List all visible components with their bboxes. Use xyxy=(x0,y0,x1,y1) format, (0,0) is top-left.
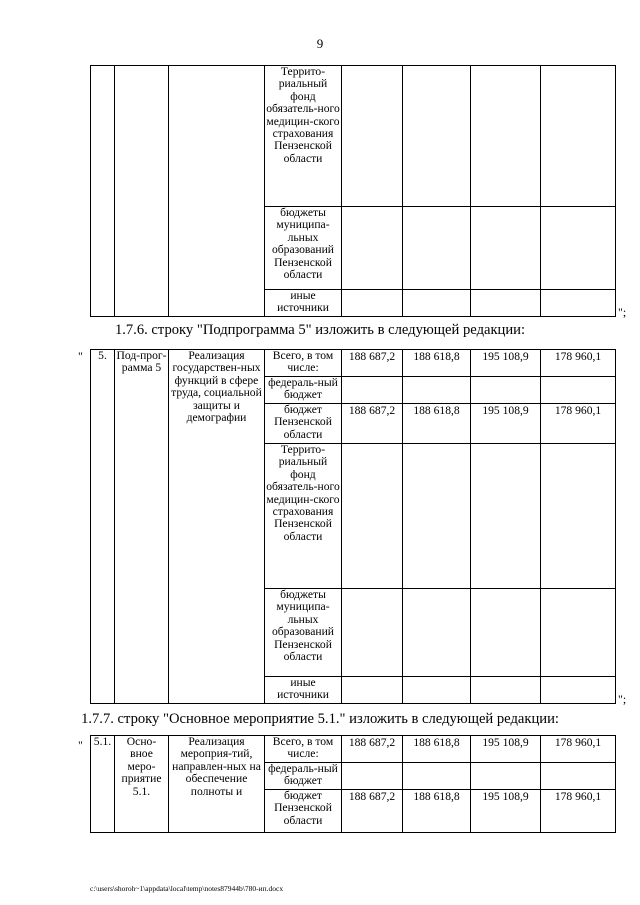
source-cell: бюджет Пензенской области xyxy=(265,404,342,444)
opening-quote: " xyxy=(78,738,83,752)
source-cell: иные источники xyxy=(265,290,342,317)
table-row: 5. Под-прог-рамма 5 Реализация государствен-ных функций в сфере труда, социальной защиты и демографии Всего, в том числе: 188 687,2 188 618,8 195 108,9 178 960,1 xyxy=(91,350,616,377)
table-measure-5-1 xyxy=(90,735,616,833)
page-number: 9 xyxy=(316,36,324,51)
table-subprogram-5 xyxy=(90,349,616,704)
row-number: 5.1. xyxy=(91,736,115,833)
source-cell: бюджеты муниципа-льных образований Пензенской области xyxy=(265,207,342,290)
source-cell: Террито-риальный фонд обязатель-ного медицин-ского страхования Пензенской области xyxy=(265,444,342,589)
table-row: 5.1. Осно-вное меро-приятие 5.1. Реализация мероприя-тий, направлен-ных на обеспечение полноты и Всего, в том числе: 188 687,2 188 618,8 195 108,9 178 960,1 xyxy=(91,736,616,763)
amendment-paragraph: 1.7.7. строку "Основное мероприятие 5.1." изложить в следующей редакции: xyxy=(81,711,559,727)
table-row xyxy=(91,66,616,207)
subprogram-description: Реализация государствен-ных функций в сфере труда, социальной защиты и демографии xyxy=(169,350,265,704)
source-cell: бюджеты муниципа-льных образований Пензенской области xyxy=(265,589,342,677)
measure-description: Реализация мероприя-тий, направлен-ных на обеспечение полноты и xyxy=(169,736,265,833)
table-row: бюджет Пензенской области 188 687,2 188 618,8 195 108,9 178 960,1 xyxy=(91,790,616,833)
measure-name: Осно-вное меро-приятие 5.1. xyxy=(115,736,169,833)
closing-quote: "; xyxy=(618,305,627,319)
table-row: бюджет Пензенской области 188 687,2 188 618,8 195 108,9 178 960,1 xyxy=(91,404,616,444)
source-cell: Террито-риальный фонд обязатель-ного медицин-ского страхования Пензенской области xyxy=(265,66,342,207)
source-cell: Всего, в том числе: xyxy=(265,350,342,377)
closing-quote: "; xyxy=(618,692,627,706)
source-cell: Всего, в том числе: xyxy=(265,736,342,763)
footer-file-path: c:\users\shoroh~1\appdata\local\temp\notes87944b\780-ип.docx xyxy=(90,884,284,893)
source-cell: федераль-ный бюджет xyxy=(265,377,342,404)
row-number: 5. xyxy=(91,350,115,704)
table-continuation xyxy=(90,65,616,317)
source-cell: бюджет Пензенской области xyxy=(265,790,342,833)
source-cell: иные источники xyxy=(265,677,342,704)
opening-quote: " xyxy=(78,349,83,363)
source-cell: федераль-ный бюджет xyxy=(265,763,342,790)
amendment-paragraph: 1.7.6. строку "Подпрограмма 5" изложить в следующей редакции: xyxy=(114,322,526,338)
subprogram-name: Под-прог-рамма 5 xyxy=(115,350,169,704)
